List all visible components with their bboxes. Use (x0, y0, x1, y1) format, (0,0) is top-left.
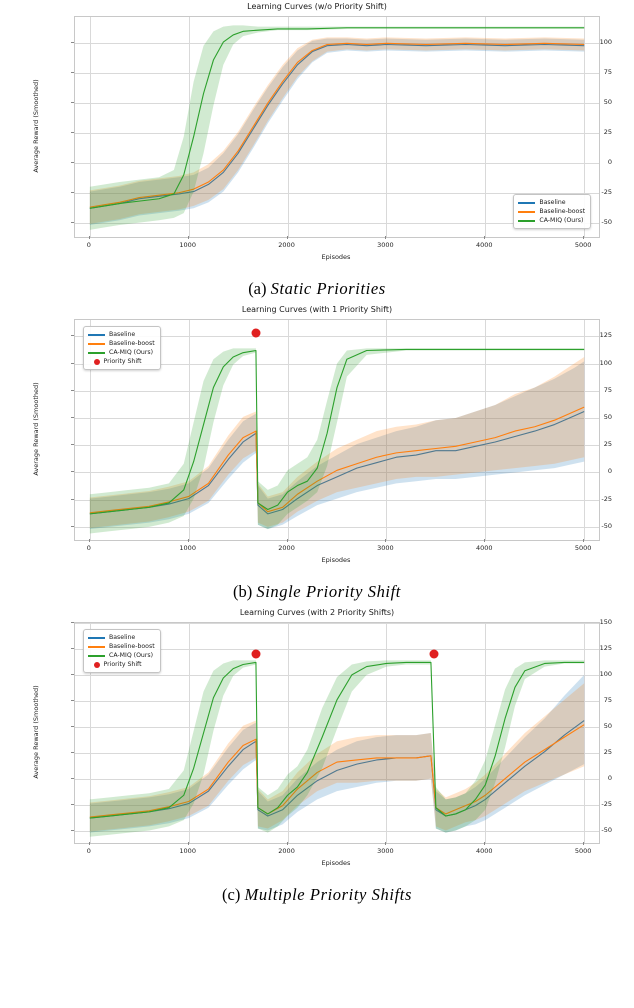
x-axis-tick-mark (484, 539, 485, 542)
y-axis-tick-label: 0 (607, 467, 612, 476)
x-axis-tick-label: 2000 (278, 241, 295, 249)
y-axis-tick-label: 75 (603, 695, 612, 704)
legend-label: Baseline (109, 634, 136, 641)
figure-caption-a (0, 272, 634, 303)
x-axis-label: Episodes (321, 556, 351, 564)
legend-item (88, 633, 155, 642)
legend-item (88, 339, 155, 348)
x-axis-tick-label: 0 (86, 847, 91, 855)
y-axis-tick-mark (71, 363, 74, 364)
y-axis-tick-mark (71, 417, 74, 418)
y-axis-tick-label: 25 (603, 440, 612, 449)
x-axis-tick-mark (89, 539, 90, 542)
legend-item (88, 660, 155, 669)
y-axis-tick-mark (71, 162, 74, 163)
legend-label: CA-MIQ (Ours) (109, 349, 154, 356)
legend-line-icon (88, 646, 105, 648)
y-axis-tick-mark (71, 726, 74, 727)
plot-area (74, 319, 600, 541)
legend-item (88, 642, 155, 651)
caption-title: Single Priority Shift (256, 582, 401, 601)
y-axis-tick-label: -25 (601, 494, 612, 503)
legend-label: Baseline-boost (109, 643, 155, 650)
y-axis-tick-label: 75 (603, 385, 612, 394)
x-axis-tick-mark (385, 236, 386, 239)
y-axis-tick-label: -25 (601, 799, 612, 808)
y-axis-tick-mark (71, 526, 74, 527)
legend-line-icon (88, 343, 105, 345)
y-axis-tick-label: 100 (599, 358, 612, 367)
x-axis-tick-label: 4000 (476, 544, 493, 552)
chart-single-priority-shift (22, 303, 612, 575)
x-axis-tick-mark (583, 236, 584, 239)
x-axis-tick-label: 3000 (377, 847, 394, 855)
chart-title: Learning Curves (w/o Priority Shift) (247, 2, 387, 11)
y-axis-tick-mark (71, 444, 74, 445)
caption-label: (b) (233, 582, 253, 601)
y-axis-tick-label: -50 (601, 217, 612, 226)
y-axis-tick-mark (71, 674, 74, 675)
y-axis-tick-label: 25 (603, 747, 612, 756)
x-axis-tick-label: 5000 (574, 544, 592, 552)
x-axis-tick-label: 4000 (476, 847, 493, 855)
legend-item (88, 651, 155, 660)
y-axis-tick-mark (71, 622, 74, 623)
plot-area (74, 622, 600, 844)
legend-line-icon (88, 655, 105, 657)
x-axis-label: Episodes (321, 253, 351, 261)
y-axis-tick-mark (71, 222, 74, 223)
y-axis-tick-label: 100 (599, 38, 612, 47)
y-axis-tick-label: 0 (607, 773, 612, 782)
legend-item (88, 330, 155, 339)
x-axis-tick-mark (89, 236, 90, 239)
y-axis-tick-mark (71, 72, 74, 73)
caption-title: Multiple Priority Shifts (244, 885, 412, 904)
x-axis-tick-label: 2000 (278, 544, 295, 552)
figure-a (0, 0, 634, 303)
y-axis-label: Average Reward (Smoothed) (32, 79, 40, 173)
legend-line-icon (518, 220, 535, 222)
x-axis-tick-label: 5000 (574, 847, 592, 855)
y-axis-tick-label: 125 (599, 331, 612, 340)
legend-item (518, 207, 585, 216)
legend-label: CA-MIQ (Ours) (539, 217, 584, 224)
x-axis-tick-mark (583, 842, 584, 845)
x-axis-tick-mark (287, 539, 288, 542)
x-axis-tick-label: 0 (86, 544, 91, 552)
priority-shift-marker (251, 650, 260, 659)
y-axis-tick-mark (71, 42, 74, 43)
figure-c (0, 606, 634, 909)
x-axis-tick-mark (287, 842, 288, 845)
y-axis-tick-mark (71, 778, 74, 779)
x-axis-tick-mark (188, 236, 189, 239)
chart-title: Learning Curves (with 2 Priority Shifts) (239, 608, 395, 617)
x-axis-tick-label: 4000 (476, 241, 493, 249)
x-axis-tick-label: 3000 (377, 241, 394, 249)
x-axis-tick-mark (385, 842, 386, 845)
y-axis-tick-label: 75 (603, 68, 612, 77)
series-confidence-band (90, 25, 584, 229)
y-axis-tick-mark (71, 804, 74, 805)
y-axis-tick-mark (71, 132, 74, 133)
chart-static-priorities (22, 0, 612, 272)
y-axis-tick-mark (71, 499, 74, 500)
legend-item (518, 198, 585, 207)
y-axis-tick-mark (71, 700, 74, 701)
y-axis-tick-mark (71, 471, 74, 472)
x-axis-tick-mark (385, 539, 386, 542)
legend-label: Baseline-boost (539, 208, 585, 215)
y-axis-tick-label: 50 (603, 98, 612, 107)
x-axis-tick-mark (583, 539, 584, 542)
chart-title: Learning Curves (with 1 Priority Shift) (241, 305, 393, 314)
y-axis-tick-label: 100 (599, 669, 612, 678)
y-axis-tick-mark (71, 102, 74, 103)
y-axis-tick-label: 150 (599, 618, 612, 626)
y-axis-tick-label: 25 (603, 127, 612, 136)
legend-line-icon (518, 211, 535, 213)
plot-area (74, 16, 600, 238)
legend-dot-icon (94, 662, 100, 668)
x-axis-tick-mark (484, 236, 485, 239)
chart-legend (83, 629, 161, 673)
figure-caption-c (0, 878, 634, 909)
y-axis-label: Average Reward (Smoothed) (32, 685, 40, 779)
y-axis-tick-label: 125 (599, 643, 612, 652)
legend-label: CA-MIQ (Ours) (109, 652, 154, 659)
legend-line-icon (88, 334, 105, 336)
x-axis-tick-mark (89, 842, 90, 845)
legend-dot-icon (94, 359, 100, 365)
x-axis-tick-label: 0 (86, 241, 91, 249)
x-axis-tick-label: 5000 (574, 241, 592, 249)
legend-label: Priority Shift (103, 358, 142, 365)
caption-title: Static Priorities (270, 279, 386, 298)
legend-label: Baseline (109, 331, 136, 338)
caption-label: (c) (222, 885, 241, 904)
legend-label: Baseline-boost (109, 340, 155, 347)
x-axis-tick-label: 1000 (179, 847, 196, 855)
legend-item (88, 357, 155, 366)
legend-line-icon (88, 637, 105, 639)
x-axis-tick-label: 2000 (278, 847, 295, 855)
x-axis-tick-label: 1000 (179, 544, 196, 552)
x-axis-label: Episodes (321, 859, 351, 867)
y-axis-tick-mark (71, 830, 74, 831)
legend-line-icon (88, 352, 105, 354)
y-axis-tick-label: -50 (601, 521, 612, 530)
y-axis-tick-mark (71, 390, 74, 391)
legend-item (88, 348, 155, 357)
figure-b (0, 303, 634, 606)
priority-shift-marker (251, 329, 260, 338)
chart-multiple-priority-shifts (22, 606, 612, 878)
x-axis-tick-mark (188, 842, 189, 845)
x-axis-tick-mark (287, 236, 288, 239)
x-axis-tick-mark (188, 539, 189, 542)
x-axis-tick-label: 3000 (377, 544, 394, 552)
legend-label: Priority Shift (103, 661, 142, 668)
y-axis-tick-mark (71, 335, 74, 336)
y-axis-tick-mark (71, 648, 74, 649)
y-axis-label: Average Reward (Smoothed) (32, 382, 40, 476)
y-axis-tick-label: -50 (601, 825, 612, 834)
y-axis-tick-label: 0 (607, 157, 612, 166)
x-axis-tick-mark (484, 842, 485, 845)
priority-shift-marker (429, 650, 438, 659)
y-axis-tick-mark (71, 752, 74, 753)
figure-caption-b (0, 575, 634, 606)
legend-line-icon (518, 202, 535, 204)
caption-label: (a) (248, 279, 267, 298)
x-axis-tick-label: 1000 (179, 241, 196, 249)
chart-legend (83, 326, 161, 370)
y-axis-tick-label: 50 (603, 721, 612, 730)
y-axis-tick-label: -25 (601, 187, 612, 196)
legend-label: Baseline (539, 199, 566, 206)
y-axis-tick-label: 50 (603, 413, 612, 422)
y-axis-tick-mark (71, 192, 74, 193)
